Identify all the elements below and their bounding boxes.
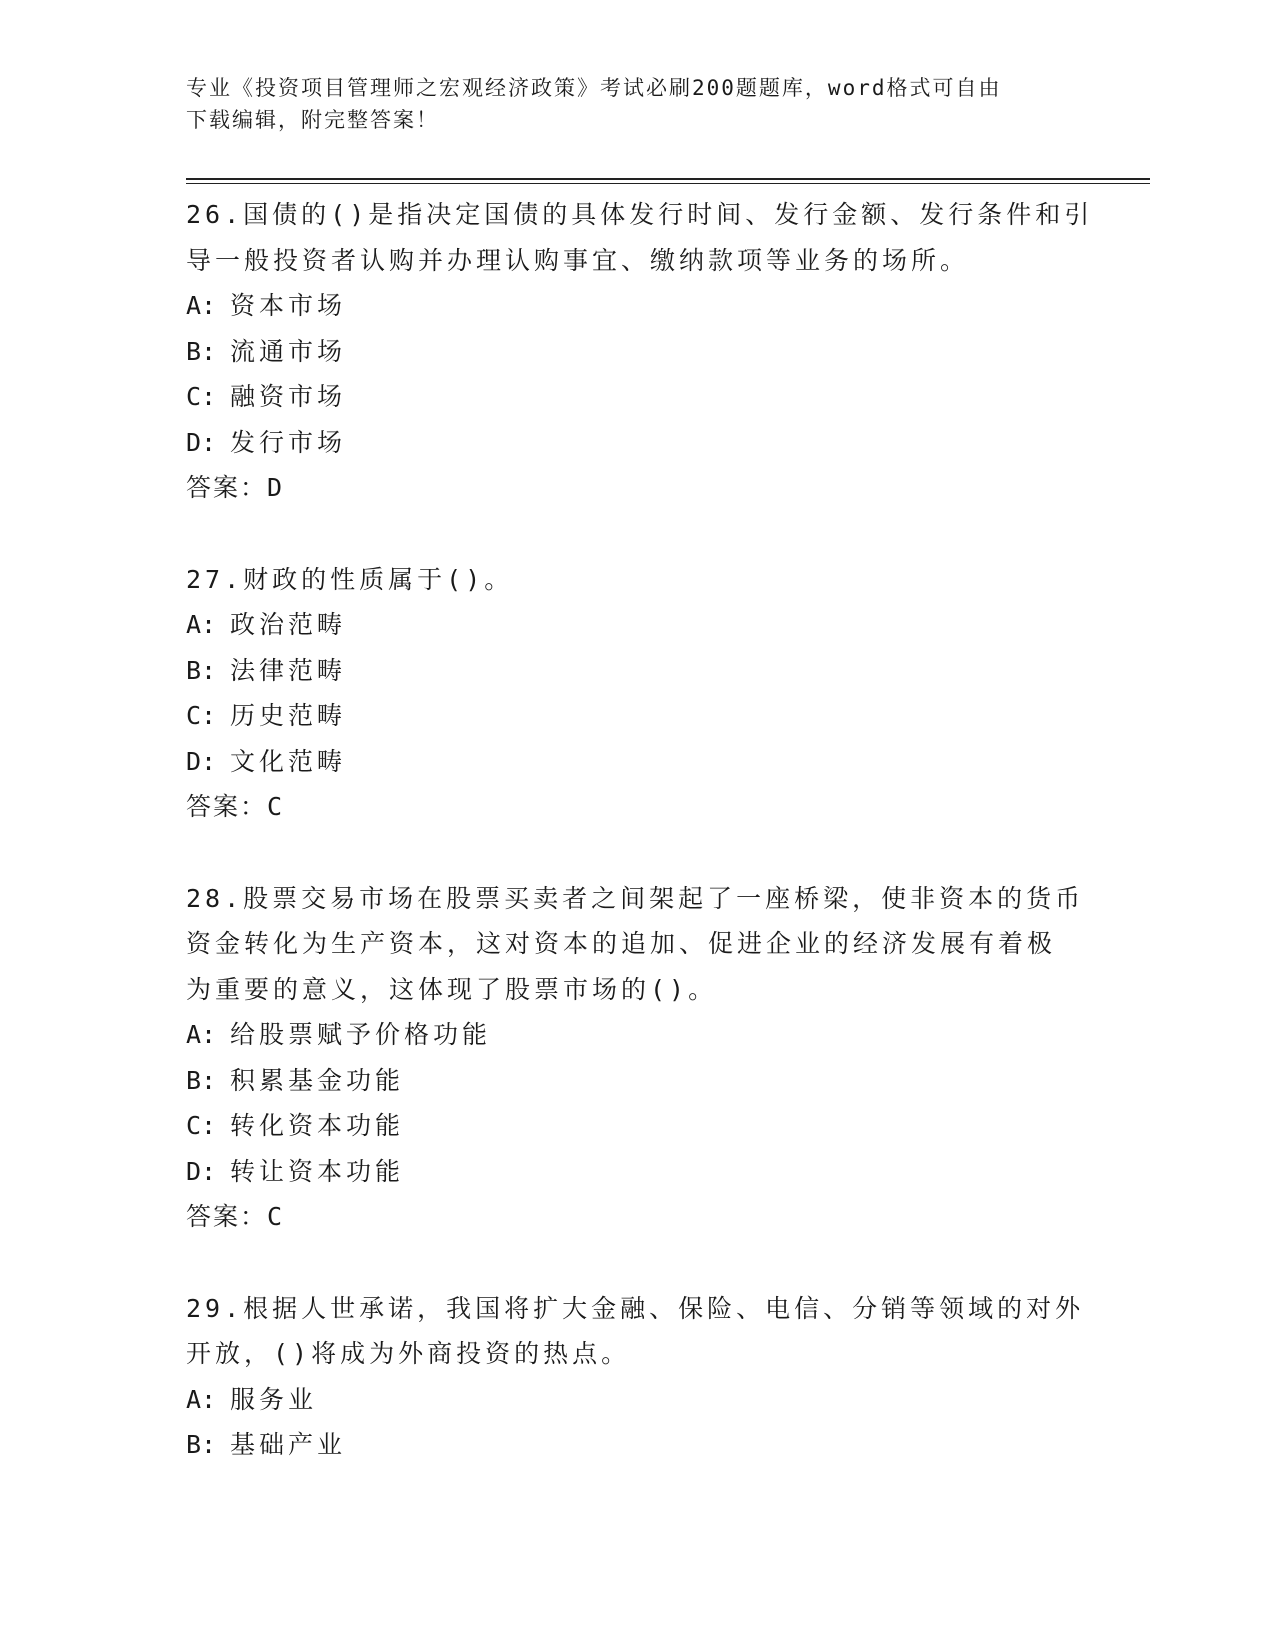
option-label: A: — [186, 291, 217, 320]
question-stem-line: 26.国债的()是指决定国债的具体发行时间、发行金额、发行条件和引 — [186, 200, 1094, 229]
answer-option — [186, 1377, 1106, 1423]
answer-option — [186, 1103, 1106, 1149]
header-divider-thin — [186, 183, 1150, 184]
question-3 — [186, 876, 1106, 1240]
option-label: C: — [186, 382, 217, 411]
option-label: A: — [186, 610, 217, 639]
option-text: 融资市场 — [230, 382, 347, 411]
answer-option — [186, 283, 1106, 329]
option-label: C: — [186, 701, 217, 730]
answer-option — [186, 374, 1106, 420]
option-text: 服务业 — [230, 1384, 318, 1414]
question-stem-line: 29.根据人世承诺，我国将扩大金融、保险、电信、分销等领域的对外 — [186, 1293, 1085, 1323]
option-text: 积累基金功能 — [230, 1065, 405, 1095]
option-label: D: — [186, 1156, 217, 1186]
option-label: A: — [186, 1384, 217, 1414]
option-label: D: — [186, 746, 217, 776]
option-label: B: — [186, 336, 217, 366]
answer-option — [186, 693, 1106, 739]
answer-option — [186, 602, 1106, 648]
answer-key: 答案：C — [186, 792, 285, 821]
question-list — [186, 192, 1106, 1514]
answer-option — [186, 329, 1106, 375]
option-label: D: — [186, 427, 217, 457]
option-text: 转让资本功能 — [230, 1156, 405, 1186]
header-divider-thick — [186, 178, 1150, 180]
answer-option — [186, 1012, 1106, 1058]
option-label: C: — [186, 1111, 217, 1140]
option-text: 基础产业 — [230, 1430, 347, 1459]
question-stem-line: 开放，()将成为外商投资的热点。 — [186, 1339, 631, 1368]
option-text: 法律范畴 — [230, 655, 347, 685]
answer-option — [186, 739, 1106, 785]
question-stem-line: 28.股票交易市场在股票买卖者之间架起了一座桥梁，使非资本的货币 — [186, 883, 1085, 913]
option-label: B: — [186, 1430, 217, 1459]
answer-option — [186, 648, 1106, 694]
option-text: 转化资本功能 — [230, 1111, 405, 1140]
option-text: 文化范畴 — [230, 746, 347, 776]
question-stem-line: 导一般投资者认购并办理认购事宜、缴纳款项等业务的场所。 — [186, 245, 970, 275]
answer-key: 答案：D — [186, 473, 285, 502]
option-text: 政治范畴 — [230, 610, 347, 639]
header-line-1: 专业《投资项目管理师之宏观经济政策》考试必刷200题题库，word格式可自由 — [186, 76, 1002, 100]
header-line-2: 下载编辑，附完整答案！ — [186, 108, 439, 132]
option-label: B: — [186, 1065, 217, 1095]
answer-option — [186, 1422, 1106, 1468]
option-text: 发行市场 — [230, 427, 347, 457]
question-4 — [186, 1286, 1106, 1468]
answer-key: 答案：C — [186, 1202, 285, 1231]
option-label: B: — [186, 655, 217, 685]
question-stem-line: 资金转化为生产资本，这对资本的追加、促进企业的经济发展有着极 — [186, 929, 1057, 958]
answer-option — [186, 1058, 1106, 1104]
option-label: A: — [186, 1020, 217, 1049]
answer-option — [186, 1149, 1106, 1195]
document-header — [186, 72, 1086, 136]
question-stem-line: 为重要的意义，这体现了股票市场的()。 — [186, 974, 718, 1004]
option-text: 历史范畴 — [230, 701, 347, 730]
option-text: 给股票赋予价格功能 — [230, 1020, 492, 1049]
question-2 — [186, 557, 1106, 830]
option-text: 资本市场 — [230, 291, 347, 320]
question-stem-line: 27.财政的性质属于()。 — [186, 564, 514, 594]
option-text: 流通市场 — [230, 336, 347, 366]
question-1 — [186, 192, 1106, 511]
answer-option — [186, 420, 1106, 466]
